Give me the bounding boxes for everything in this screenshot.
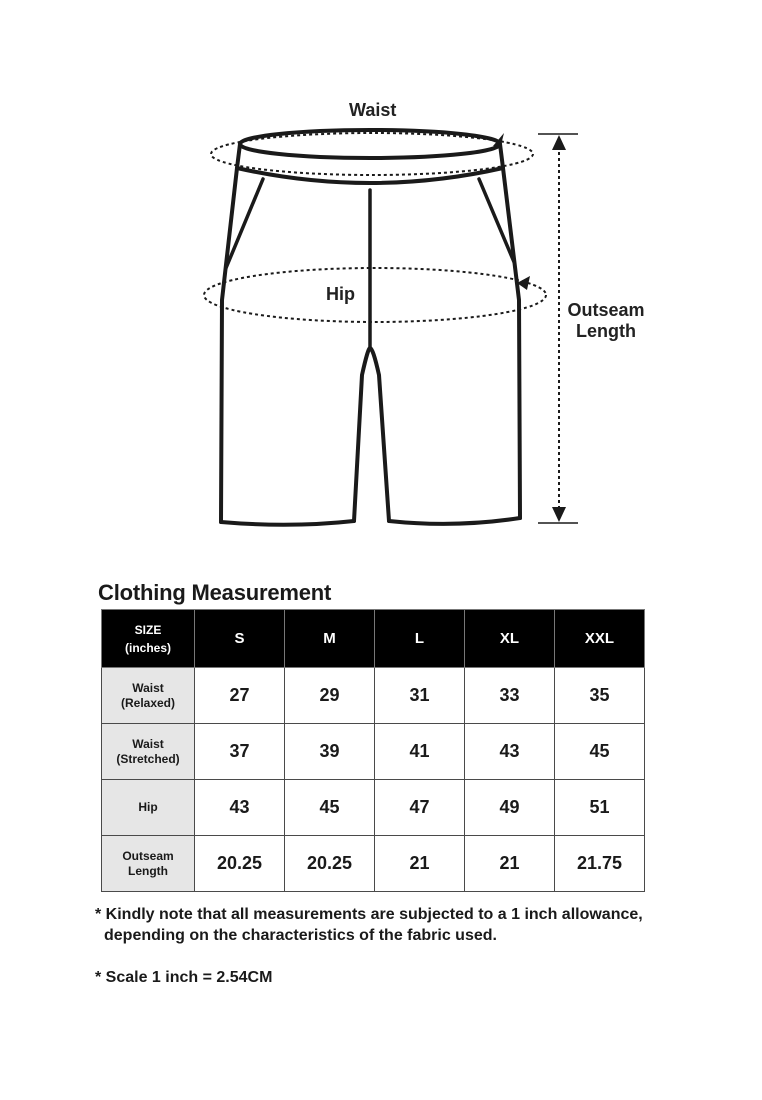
row-label-waist-stretched <box>102 724 195 780</box>
scale-note: * Scale 1 inch = 2.54CM <box>95 969 273 986</box>
left-hem <box>221 521 354 525</box>
corner-line2: (inches) <box>124 640 171 655</box>
hip-label: Hip <box>326 284 355 304</box>
row-label-hip <box>102 780 195 836</box>
table-cell: 27 <box>195 668 285 724</box>
size-header-m: M <box>285 610 375 668</box>
table-cell: 35 <box>555 668 645 724</box>
size-corner-cell <box>102 610 195 668</box>
row-label-line2: Length <box>128 863 168 878</box>
corner-line1: SIZE <box>134 622 162 637</box>
table-row <box>102 780 645 836</box>
table-cell: 20.25 <box>195 836 285 892</box>
size-header-l: L <box>375 610 465 668</box>
table-cell: 31 <box>375 668 465 724</box>
outseam-arrow-up-icon <box>552 135 566 150</box>
waistband-top <box>240 130 500 158</box>
header-row <box>102 610 645 668</box>
table-cell: 41 <box>375 724 465 780</box>
row-label-line1: Waist <box>132 736 164 751</box>
row-label-line1: Hip <box>138 800 158 814</box>
allowance-note-line1: * Kindly note that all measurements are subjected to a 1 inch allowance, <box>95 906 643 923</box>
table-cell: 45 <box>555 724 645 780</box>
hip-measure-ellipse <box>204 268 546 322</box>
size-table <box>101 609 645 892</box>
row-label-line2: (Relaxed) <box>120 695 176 710</box>
table-cell: 49 <box>465 780 555 836</box>
row-label-line1: Waist <box>132 680 164 695</box>
table-row <box>102 836 645 892</box>
table-cell: 45 <box>285 780 375 836</box>
allowance-note-line2: depending on the characteristics of the fabric used. <box>104 927 497 944</box>
table-cell: 47 <box>375 780 465 836</box>
table-title: Clothing Measurement <box>98 580 332 605</box>
row-label-line2: (Stretched) <box>116 751 180 766</box>
outseam-arrow-down-icon <box>552 507 566 522</box>
outseam-length-label <box>566 300 646 342</box>
table-cell: 21 <box>465 836 555 892</box>
right-hem <box>389 518 520 524</box>
outseam-label-line2: Length <box>576 321 636 341</box>
table-cell: 20.25 <box>285 836 375 892</box>
row-label-waist-relaxed <box>102 668 195 724</box>
table-cell: 33 <box>465 668 555 724</box>
table-cell: 21 <box>375 836 465 892</box>
table-cell: 51 <box>555 780 645 836</box>
table-row <box>102 724 645 780</box>
table-cell: 21.75 <box>555 836 645 892</box>
row-label-line1: Outseam <box>122 848 174 863</box>
table-cell: 29 <box>285 668 375 724</box>
table-cell: 39 <box>285 724 375 780</box>
outseam-label-line1: Outseam <box>567 300 645 320</box>
waist-label: Waist <box>349 100 397 120</box>
table-cell: 37 <box>195 724 285 780</box>
left-outseam <box>221 168 237 522</box>
row-label-outseam-length <box>102 836 195 892</box>
right-outseam <box>503 168 520 518</box>
size-header-xxl: XXL <box>555 610 645 668</box>
inseam <box>354 348 389 521</box>
table-cell: 43 <box>465 724 555 780</box>
table-row <box>102 668 645 724</box>
size-header-xl: XL <box>465 610 555 668</box>
table-cell: 43 <box>195 780 285 836</box>
size-header-s: S <box>195 610 285 668</box>
